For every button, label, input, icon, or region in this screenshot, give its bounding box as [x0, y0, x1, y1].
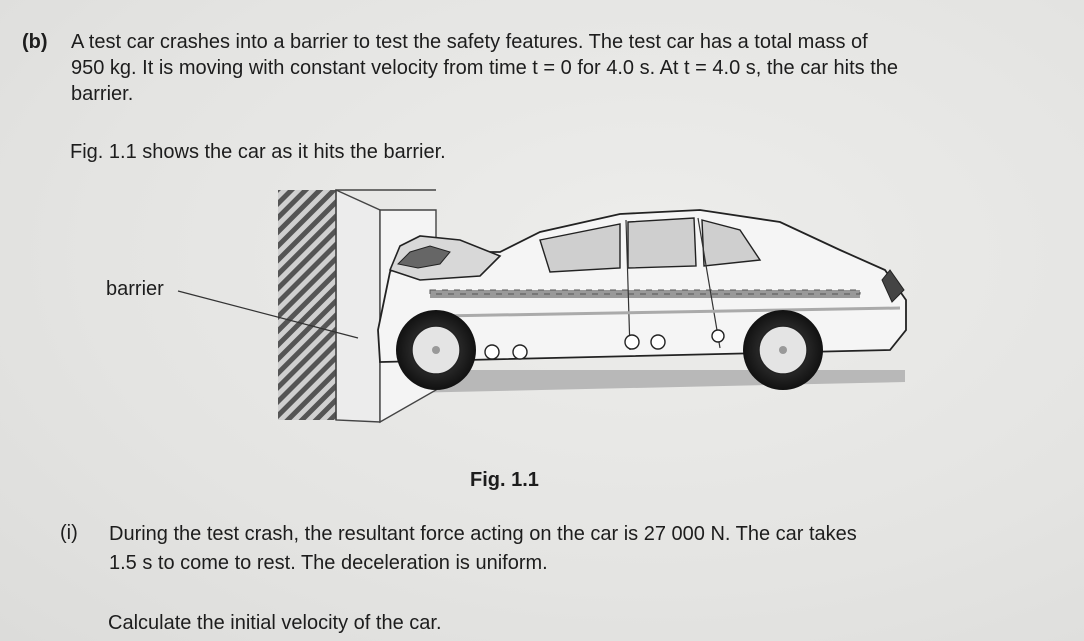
part-b-line-1: A test car crashes into a barrier to test the safety features. The test car has a total mass of: [71, 31, 868, 53]
part-i-label: (i): [60, 522, 78, 544]
calculation-prompt: Calculate the initial velocity of the car.: [108, 612, 442, 634]
part-b-line-2: 950 kg. It is moving with constant velocity from time t = 0 for 4.0 s. At t = 4.0 s, the car hits the: [71, 57, 899, 79]
part-i-line-1: During the test crash, the resultant force acting on the car is 27 000 N. The car takes: [109, 523, 857, 545]
part-i-text: [109, 520, 1056, 578]
test-car: [378, 210, 906, 390]
part-b-text: [71, 29, 1052, 107]
part-b-line-3: barrier.: [71, 83, 134, 105]
crash-figure: [100, 180, 920, 430]
question-part-i: [60, 520, 1056, 578]
figure-intro: Fig. 1.1 shows the car as it hits the barrier.: [70, 141, 446, 163]
question-part-b: [22, 29, 1052, 107]
part-b-label: (b): [22, 31, 48, 53]
part-i-line-2: 1.5 s to come to rest. The deceleration is uniform.: [109, 552, 548, 574]
barrier-label: barrier: [106, 278, 164, 300]
figure-caption: Fig. 1.1: [470, 469, 539, 491]
